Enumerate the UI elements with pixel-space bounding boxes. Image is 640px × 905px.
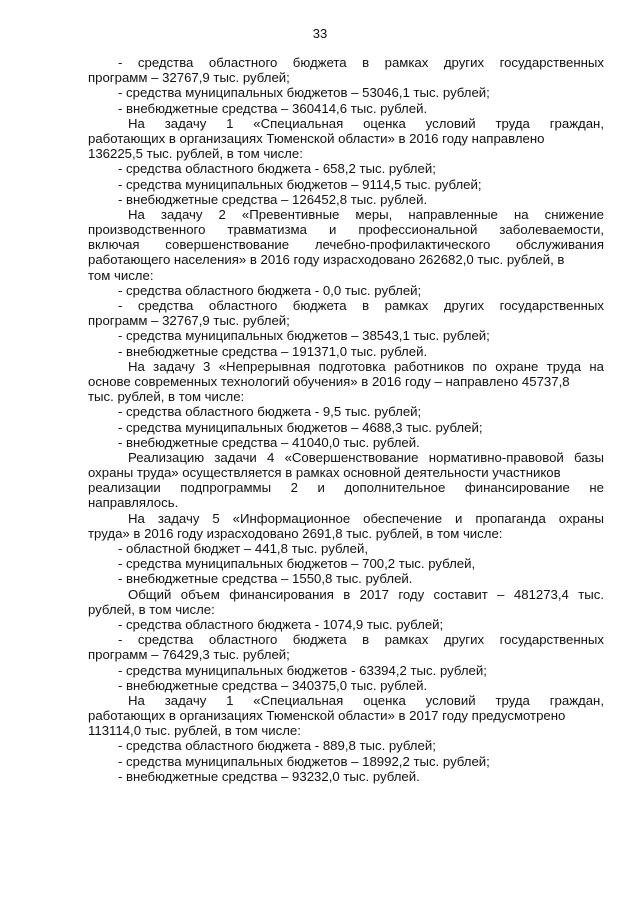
text-line: На задачу 1 «Специальная оценка условий труда граждан,: [128, 692, 604, 708]
text-line: На задачу 1 «Специальная оценка условий труда граждан,: [128, 115, 604, 131]
text-line: работающих в организациях Тюменской области» в 2017 году предусмотрено: [88, 708, 566, 724]
text-line: основе современных технологий обучения» в 2016 году – направлено 45737,8: [88, 373, 570, 389]
text-line: - средства областного бюджета в рамках других государственных: [118, 298, 604, 313]
text-line: работающих в организациях Тюменской области» в 2016 году направлено: [88, 130, 545, 146]
text-line: программ – 32767,9 тыс. рублей;: [88, 313, 290, 329]
text-line: реализации подпрограммы 2 и дополнительное финансирование не: [88, 480, 604, 496]
text-line: охраны труда» осуществляется в рамках основной деятельности участников: [88, 465, 561, 481]
text-line: - внебюджетные средства – 93232,0 тыс. рублей.: [118, 768, 420, 784]
text-line: рублей, в том числе:: [88, 601, 215, 617]
text-line: включая совершенствование лечебно-профилактического обслуживания: [88, 237, 604, 253]
text-line: - средства областного бюджета - 0,0 тыс. рублей;: [118, 282, 422, 298]
text-line: - областной бюджет – 441,8 тыс. рублей,: [118, 541, 368, 556]
text-line: - внебюджетные средства – 191371,0 тыс. рублей.: [118, 343, 428, 359]
text-line: - средства областного бюджета в рамках других государственных: [118, 632, 604, 648]
text-line: Общий объем финансирования в 2017 году составит – 481273,4 тыс.: [128, 586, 604, 602]
text-line: - внебюджетные средства – 126452,8 тыс. рублей.: [118, 191, 428, 207]
text-line: На задачу 5 «Информационное обеспечение и пропаганда охраны: [128, 510, 604, 526]
text-line: - средства областного бюджета - 889,8 тыс. рублей;: [118, 738, 436, 754]
text-line: - внебюджетные средства – 41040,0 тыс. рублей.: [118, 434, 420, 450]
text-line: - средства муниципальных бюджетов – 9114,5 тыс. рублей;: [118, 176, 482, 192]
text-line: - средства муниципальных бюджетов – 4688,3 тыс. рублей;: [118, 419, 483, 435]
text-line: программ – 32767,9 тыс. рублей;: [88, 70, 290, 86]
page-number: 33: [312, 26, 328, 41]
text-line: - средства муниципальных бюджетов – 700,2 тыс. рублей,: [118, 556, 476, 572]
text-line: - средства муниципальных бюджетов – 53046,1 тыс. рублей;: [118, 85, 490, 101]
text-line: - внебюджетные средства – 360414,6 тыс. рублей.: [118, 100, 428, 116]
text-line: - внебюджетные средства – 1550,8 тыс. рублей.: [118, 571, 413, 587]
text-line: 136225,5 тыс. рублей, в том числе:: [88, 146, 303, 162]
text-line: - средства областного бюджета - 658,2 тыс. рублей;: [118, 161, 436, 177]
text-line: - средства муниципальных бюджетов – 18992,2 тыс. рублей;: [118, 753, 490, 769]
text-line: - средства муниципальных бюджетов - 63394,2 тыс. рублей;: [118, 662, 487, 678]
text-line: труда» в 2016 году израсходовано 2691,8 тыс. рублей, в том числе:: [88, 525, 503, 541]
text-line: - средства областного бюджета - 1074,9 тыс. рублей;: [118, 616, 444, 632]
text-line: программ – 76429,3 тыс. рублей;: [88, 647, 290, 663]
text-line: направлялось.: [88, 495, 179, 511]
text-line: том числе:: [88, 267, 154, 283]
text-line: - средства муниципальных бюджетов – 38543,1 тыс. рублей;: [118, 328, 490, 344]
text-line: производственного травматизма и профессиональной заболеваемости,: [88, 222, 604, 238]
text-line: 113114,0 тыс. рублей, в том числе:: [88, 723, 301, 739]
text-line: Реализацию задачи 4 «Совершенствование нормативно-правовой базы: [128, 449, 604, 465]
document-body: [88, 55, 604, 784]
text-line: - внебюджетные средства – 340375,0 тыс. рублей.: [118, 677, 428, 693]
text-line: - средства областного бюджета в рамках других государственных: [118, 55, 604, 70]
text-line: На задачу 3 «Непрерывная подготовка работников по охране труда на: [128, 358, 604, 374]
text-line: тыс. рублей, в том числе:: [88, 389, 245, 405]
text-line: На задачу 2 «Превентивные меры, направленные на снижение: [128, 206, 604, 222]
text-line: - средства областного бюджета - 9,5 тыс. рублей;: [118, 404, 422, 420]
text-line: работающего населения» в 2016 году израсходовано 262682,0 тыс. рублей, в: [88, 252, 565, 268]
